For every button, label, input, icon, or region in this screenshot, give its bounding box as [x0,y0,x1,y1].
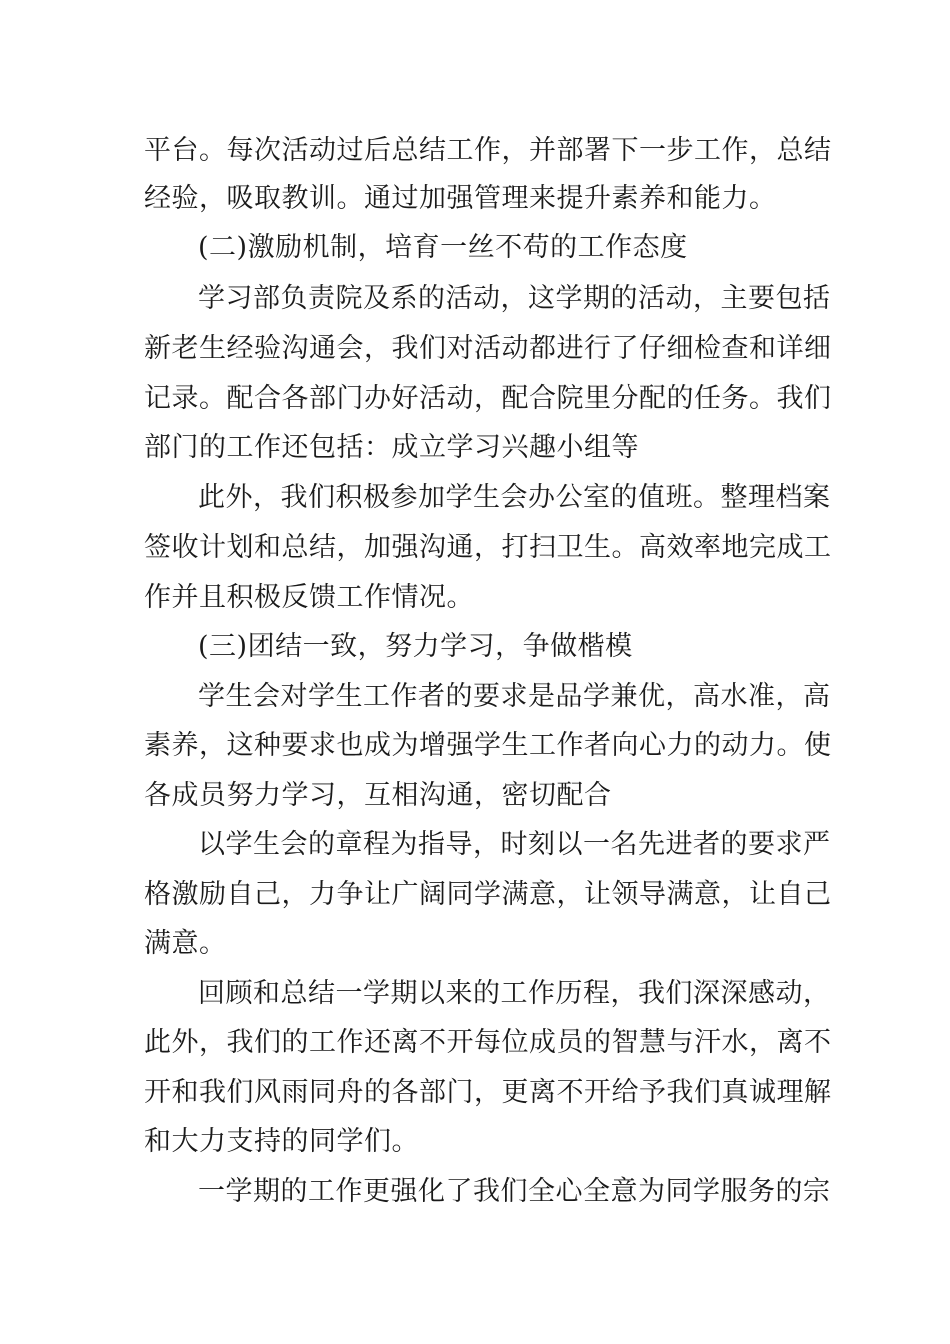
section-heading: (二)激励机制，培育一丝不苟的工作态度 [198,232,688,263]
text-line: 签收计划和总结，加强沟通，打扫卫生。高效率地完成工 [144,532,832,563]
text-line: 经验，吸取教训。通过加强管理来提升素养和能力。 [144,183,777,214]
text-line: 开和我们风雨同舟的各部门，更离不开给予我们真诚理解 [144,1077,832,1108]
text-line: 和大力支持的同学们。 [144,1126,419,1157]
text-line: 格激励自己，力争让广阔同学满意，让领导满意，让自己 [144,879,832,910]
text-line: 此外，我们的工作还离不开每位成员的智慧与汗水，离不 [144,1027,832,1058]
text-line: 各成员努力学习，互相沟通，密切配合 [144,780,612,811]
text-line: 素养，这种要求也成为增强学生工作者向心力的动力。使 [144,730,832,761]
text-line: 回顾和总结一学期以来的工作历程，我们深深感动， [198,978,831,1009]
text-line: 新老生经验沟通会，我们对活动都进行了仔细检查和详细 [144,333,832,364]
text-line: 平台。每次活动过后总结工作，并部署下一步工作，总结 [144,135,832,166]
text-line: 以学生会的章程为指导，时刻以一名先进者的要求严 [198,829,831,860]
text-line: 满意。 [144,928,227,959]
text-line: 作并且积极反馈工作情况。 [144,582,474,613]
text-line: 学习部负责院及系的活动，这学期的活动，主要包括 [198,283,831,314]
text-line: 一学期的工作更强化了我们全心全意为同学服务的宗 [198,1176,831,1207]
section-heading: (三)团结一致，努力学习，争做楷模 [198,631,633,662]
text-line: 此外，我们积极参加学生会办公室的值班。整理档案 [198,482,831,513]
text-line: 部门的工作还包括：成立学习兴趣小组等 [144,432,639,463]
text-line: 记录。配合各部门办好活动，配合院里分配的任务。我们 [144,383,832,414]
text-line: 学生会对学生工作者的要求是品学兼优，高水准，高 [198,681,831,712]
